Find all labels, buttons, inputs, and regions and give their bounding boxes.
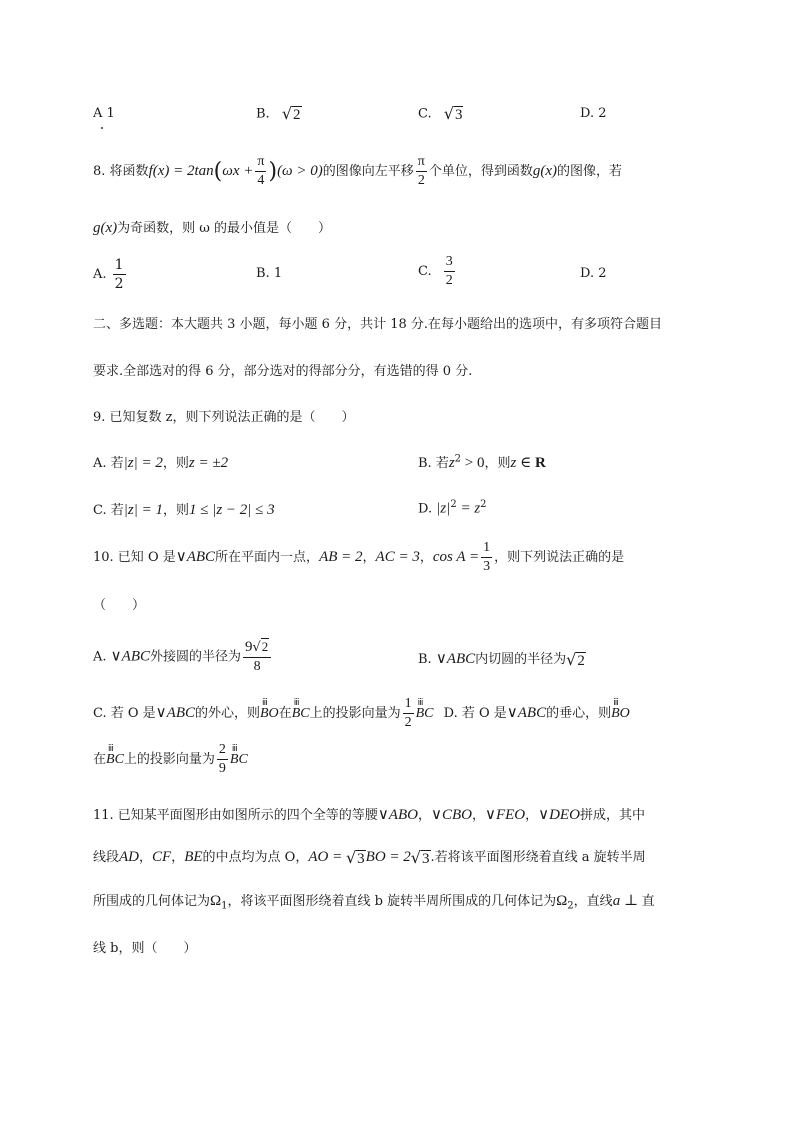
- q9-option-a: [93, 452, 228, 472]
- q9-stem: 9. 已知复数 z，则下列说法正确的是（ ）: [93, 410, 355, 425]
- q8-line2-gx: g(x): [93, 220, 118, 236]
- q10-option-d-frac: $\frac{2}{9}$: [218, 742, 226, 776]
- q10-option-c-text2: 在: [278, 706, 292, 721]
- q11-sep1: ，: [417, 808, 431, 823]
- q11-triangle-deo: ∨DEO: [538, 807, 580, 823]
- q8-option-b: B. 1: [256, 266, 283, 281]
- q10-option-b: [418, 648, 586, 670]
- q10-ac: AC = 3: [375, 549, 420, 565]
- q9-option-b-label: B. 若: [418, 456, 449, 471]
- q8-stem-line1: [93, 155, 622, 188]
- q8-text1: 将函数: [109, 164, 149, 179]
- section2-line2: 要求.全部选对的得 6 分，部分选对的得部分分，有选错的得 0 分.: [93, 364, 473, 379]
- q9-option-b: [418, 452, 546, 472]
- q11-sep3: ，: [525, 808, 539, 823]
- q11-perp: ⊥: [620, 893, 642, 909]
- q9-option-a-math2: z = ±2: [188, 455, 229, 471]
- q11-omega2: Ω: [556, 893, 568, 909]
- q9-option-b-exp: 2: [454, 453, 462, 465]
- q7-option-b-sqrt: √2: [281, 104, 301, 123]
- q10-text2: 所在平面内一点，: [215, 550, 320, 565]
- q10-option-d-text3: 上的投影向量为: [123, 752, 215, 767]
- q10-cos-frac: $\frac{1}{3}$: [483, 540, 491, 574]
- q10-option-a-triangle: ∨ABC: [110, 648, 150, 665]
- q11-sqrt3-b: √3: [410, 847, 430, 867]
- q7-option-c-sqrt: √3: [443, 104, 463, 123]
- q10-option-c-text3: 上的投影向量为: [309, 706, 401, 721]
- stray-dot: [101, 127, 103, 129]
- q10-comma1: ，: [362, 550, 376, 565]
- q11-triangle-feo: ∨FEO: [484, 807, 526, 823]
- q8-gx: g(x): [532, 163, 558, 179]
- q8-option-c-frac: $\frac{3}{2}$: [445, 254, 453, 288]
- q10-ab: AB = 2: [319, 549, 363, 565]
- q9-option-b-z: z: [448, 455, 455, 471]
- q8-option-c: [418, 255, 457, 288]
- q9-option-d-eq: = z: [456, 500, 481, 517]
- q8-stem-line2: [93, 217, 331, 237]
- q10-option-d-text1: 的垂心，则: [546, 706, 612, 721]
- q7-option-c: [418, 104, 463, 124]
- q10-cos: cos A =: [432, 549, 480, 565]
- q9-option-d: [418, 499, 487, 517]
- q11-be: BE: [184, 849, 203, 865]
- q7-option-a: A 1: [93, 106, 115, 121]
- q8-paren-close: ): [268, 159, 278, 184]
- q9-option-c-math1: |z| = 1: [123, 502, 163, 518]
- q11-omega2-sub: 2: [567, 900, 574, 912]
- q8-text4: 的图像，若: [557, 164, 623, 179]
- q8-line2-text: 为奇函数，则 ω 的最小值是（ ）: [117, 221, 332, 236]
- q9-option-d-label: D.: [418, 501, 433, 517]
- q11-line2: [93, 846, 646, 868]
- q8-pi-over-2: $\frac{\pi}{2}$: [417, 154, 425, 188]
- q10-option-b-sqrt: √2: [566, 649, 585, 669]
- q10-option-a-text: 外接圆的半径为: [149, 649, 241, 665]
- q7-option-b: [256, 104, 302, 124]
- q10-option-d-line2: [93, 743, 248, 776]
- q8-text3: 个单位，得到函数: [428, 164, 533, 179]
- q10-option-a-frac: $\frac{9√2}{8}$: [243, 640, 271, 674]
- q9-option-a-text: ，则: [162, 456, 189, 471]
- q11-text1: 11. 已知某平面图形由如图所示的四个全等的等腰: [93, 808, 378, 823]
- q10-text1: 10. 已知 O 是: [93, 550, 176, 565]
- q8-option-a-frac: $\frac{1}{2}$: [114, 257, 124, 292]
- q11-ao-eq: AO =: [308, 849, 346, 865]
- q10-option-c: [93, 697, 630, 730]
- q8-number: 8.: [93, 164, 106, 179]
- q9-option-a-label: A. 若: [93, 456, 124, 471]
- q11-omega1-sub: 1: [221, 900, 228, 912]
- q7-option-b-label: B.: [256, 106, 270, 122]
- q11-text5: .若将该平面图形绕着直线 a 旋转半周: [430, 850, 646, 865]
- q10-option-d-text2: 在: [93, 752, 107, 767]
- q10-stem: [93, 541, 624, 574]
- q8-fx: f(x) = 2tan: [148, 163, 214, 179]
- q11-sqrt3-a: √3: [345, 847, 365, 867]
- q11-cf: CF: [152, 849, 172, 865]
- q11-sep2: ，: [471, 808, 485, 823]
- q10-option-d-vec-bo: ⅲ BO: [611, 706, 630, 722]
- q8-text2: 的图像向左平移: [322, 164, 414, 179]
- q8-wx: ωx +: [222, 163, 254, 179]
- q9-option-c-text: ，则: [162, 503, 189, 518]
- q10-option-b-text: 内切圆的半径为: [475, 652, 567, 667]
- q8-pi-over-4: $\frac{\pi}{4}$: [257, 154, 265, 188]
- q11-text9: 直: [641, 894, 655, 909]
- q11-sep4: ，: [139, 850, 153, 865]
- q10-text3: ，则下列说法正确的是: [494, 550, 625, 565]
- q10-option-b-triangle: ∨ABC: [435, 651, 476, 667]
- q10-option-a-label: A.: [93, 649, 107, 665]
- q11-sep5: ，: [171, 850, 185, 865]
- q8-option-d: D. 2: [580, 266, 607, 281]
- q10-option-d-triangle: ∨ABC: [506, 705, 547, 721]
- q9-option-d-exp1: 2: [450, 499, 457, 510]
- q11-text2: 拼成，其中: [579, 808, 645, 823]
- q10-option-c-label: C. 若 O 是: [93, 706, 156, 721]
- q11-text4: 的中点均为点 O，: [202, 850, 309, 865]
- q10-option-d-vec-bc2: ⅲ BC: [230, 752, 248, 768]
- q11-triangle-abo: ∨ABO: [377, 807, 418, 823]
- section2-line1: 二、多选题：本大题共 3 小题，每小题 6 分，共计 18 分.在每小题给出的选项中，有多项符合题目: [93, 317, 663, 332]
- q7-option-d: D. 2: [580, 106, 607, 121]
- q9-option-d-abs: |z|: [436, 500, 451, 517]
- q10-option-a: [93, 640, 273, 674]
- q11-ad: AD: [119, 849, 140, 865]
- q9-option-b-real-set: R: [534, 455, 546, 471]
- q7-option-c-label: C.: [418, 106, 432, 122]
- q10-option-b-label: B.: [418, 652, 432, 667]
- q11-bo-eq: BO = 2: [365, 849, 411, 865]
- q10-option-d-label: D. 若 O 是: [443, 706, 507, 721]
- q10-option-c-vec-bc: ⅲ BC: [292, 706, 310, 722]
- q9-option-b-in: z ∈: [510, 455, 535, 471]
- q11-triangle-cbo: ∨CBO: [430, 807, 472, 823]
- q8-condition: (ω > 0): [277, 163, 323, 179]
- q11-line4: 线 b，则（ ）: [93, 941, 197, 956]
- q11-line-a: a: [612, 893, 621, 909]
- q9-option-b-text: ，则: [484, 456, 511, 471]
- q9-option-d-exp2: 2: [480, 499, 487, 510]
- q10-option-c-frac: $\frac{1}{2}$: [404, 696, 412, 730]
- q8-option-c-label: C.: [418, 264, 432, 279]
- q10-option-c-text1: 的外心，则: [194, 706, 260, 721]
- q8-option-a-label: A.: [93, 267, 107, 282]
- q10-option-c-triangle: ∨ABC: [155, 705, 195, 721]
- q9-option-c-math2: 1 ≤ |z − 2| ≤ 3: [188, 502, 275, 518]
- q11-omega1: Ω: [210, 893, 222, 909]
- q9-option-a-math1: |z| = 2: [123, 455, 163, 471]
- q11-line1: [93, 804, 645, 824]
- q11-text7: ，将该平面图形绕着直线 b 旋转半周所围成的几何体记为: [227, 894, 557, 909]
- q10-paren: （ ）: [93, 598, 146, 613]
- q10-option-c-vec-bc2: ⅲ BC: [416, 706, 434, 722]
- q10-option-c-vec-bo: ⅲ BO: [260, 706, 279, 722]
- q9-option-c-label: C. 若: [93, 503, 124, 518]
- q9-option-b-gt: > 0: [461, 455, 485, 471]
- q10-comma2: ，: [419, 550, 433, 565]
- q10-option-d-vec-bc: ⅲ BC: [106, 752, 124, 768]
- q11-text6: 所围成的几何体记为: [93, 894, 211, 909]
- q11-text3: 线段: [93, 850, 120, 865]
- q11-text8: ，直线: [573, 894, 613, 909]
- q8-option-a: [93, 258, 128, 291]
- q9-option-c: [93, 499, 275, 519]
- q8-paren-open: (: [213, 159, 223, 184]
- q10-triangle: ∨ABC: [175, 549, 216, 565]
- q11-line3: [93, 890, 655, 912]
